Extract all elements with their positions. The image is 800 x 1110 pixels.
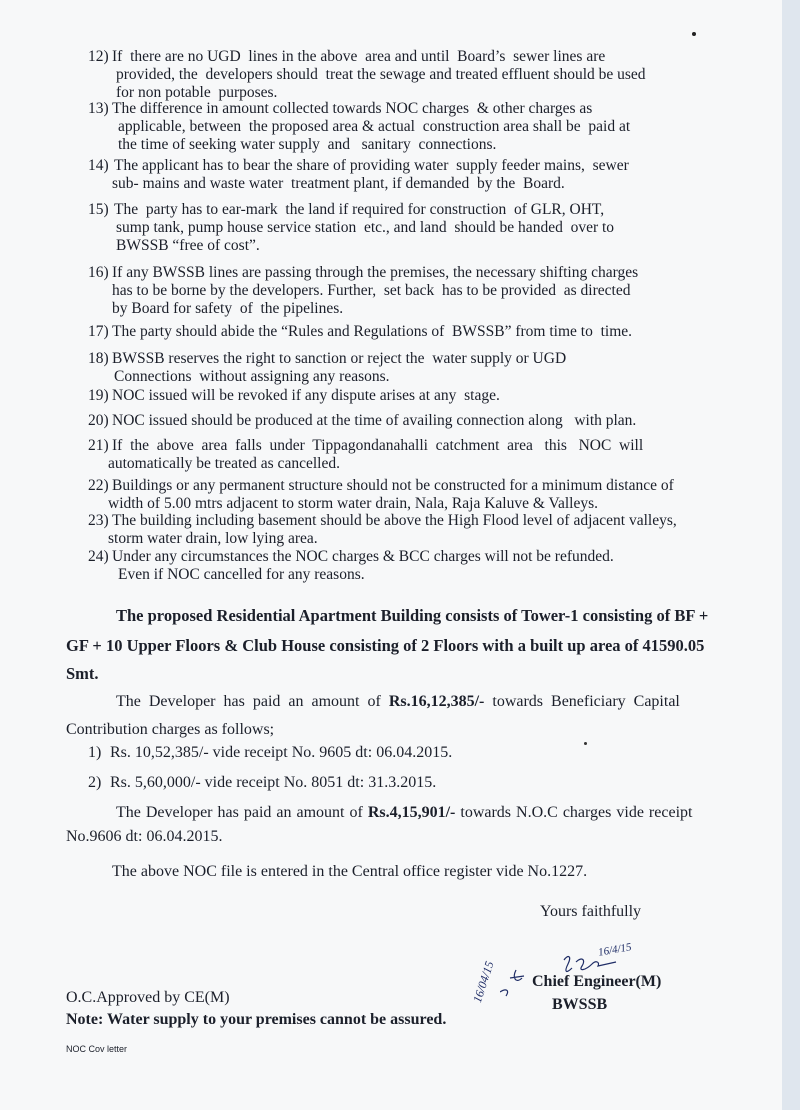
condition-number: 12): [88, 48, 109, 65]
condition-line: the time of seeking water supply and sanitary connections.: [118, 136, 497, 153]
condition-line: If any BWSSB lines are passing through the premises, the necessary shifting charges: [112, 264, 639, 281]
proposal-line-3: Smt.: [66, 664, 99, 683]
speck-mark: [692, 32, 696, 36]
condition-line: Even if NOC cancelled for any reasons.: [118, 566, 365, 583]
payment-intro-text: The Developer has paid an amount of: [116, 693, 381, 710]
condition-line: The party has to ear-mark the land if required for construction of GLR, OHT,: [114, 201, 605, 218]
condition-line: The applicant has to bear the share of providing water supply feeder mains, sewer: [114, 157, 629, 174]
payment-intro-tail: towards Beneficiary Capital: [492, 693, 680, 710]
proposal-line-1: The proposed Residential Apartment Building consists of Tower-1 consisting of BF +: [116, 606, 709, 625]
condition-line: by Board for safety of the pipelines.: [112, 300, 344, 317]
condition-item: [88, 437, 728, 473]
handwritten-date-1: 16/4/15: [597, 941, 633, 959]
receipt-num: 2): [88, 774, 102, 791]
condition-number: 19): [88, 387, 109, 404]
condition-number: 16): [88, 264, 109, 281]
condition-line: BWSSB reserves the right to sanction or reject the water supply or UGD: [112, 350, 567, 367]
signatory-title: Chief Engineer(M): [532, 973, 662, 990]
condition-item: [88, 157, 728, 193]
receipt-text: Rs. 5,60,000/- vide receipt No. 8051 dt: 31.3.2015.: [110, 774, 437, 791]
condition-line: If there are no UGD lines in the above area and until Board’s sewer lines are: [112, 48, 606, 65]
condition-line: sump tank, pump house service station etc., and land should be handed over to: [116, 219, 615, 236]
condition-item: [88, 512, 728, 548]
condition-line: for non potable purposes.: [116, 84, 278, 101]
condition-line: NOC issued will be revoked if any dispute arises at any stage.: [112, 387, 500, 404]
signatory-org: BWSSB: [552, 996, 608, 1013]
condition-number: 17): [88, 323, 109, 340]
signature-stroke: [510, 970, 524, 980]
condition-line: BWSSB “free of cost”.: [116, 237, 260, 254]
condition-line: storm water drain, low lying area.: [108, 530, 318, 547]
receipt-item: [88, 773, 437, 792]
condition-number: 22): [88, 477, 109, 494]
register-note: The above NOC file is entered in the Central office register vide No.1227.: [112, 863, 588, 880]
condition-item: [88, 387, 728, 405]
condition-line: sub- mains and waste water treatment plant, if demanded by the Board.: [112, 175, 565, 192]
condition-line: If the above area falls under Tippagondanahalli catchment area this NOC will: [112, 437, 644, 454]
supply-note: Note: Water supply to your premises cannot be assured.: [66, 1011, 447, 1028]
receipt-item: [88, 743, 453, 762]
noc-payment: [116, 803, 692, 822]
condition-number: 18): [88, 350, 109, 367]
receipt-num: 1): [88, 744, 102, 761]
closing-salutation: Yours faithfully: [540, 903, 642, 920]
signature-stroke: [564, 957, 616, 972]
condition-number: 14): [88, 157, 109, 174]
condition-line: automatically be treated as cancelled.: [108, 455, 340, 472]
condition-line: applicable, between the proposed area & actual construction area shall be paid at: [118, 118, 631, 135]
page-edge: [782, 0, 800, 1110]
condition-line: The building including basement should be above the High Flood level of adjacent valleys,: [112, 512, 677, 529]
condition-item: [88, 48, 728, 102]
noc-payment-text: The Developer has paid an amount of: [116, 804, 363, 821]
condition-item: [88, 201, 728, 255]
receipt-text: Rs. 10,52,385/- vide receipt No. 9605 dt: 06.04.2015.: [110, 744, 453, 761]
condition-item: [88, 264, 728, 318]
condition-line: has to be borne by the developers. Further, set back has to be provided as directed: [112, 282, 631, 299]
condition-number: 24): [88, 548, 109, 565]
condition-item: [88, 350, 728, 386]
condition-number: 23): [88, 512, 109, 529]
condition-item: [88, 323, 728, 341]
payment-intro: [116, 692, 680, 711]
condition-number: 15): [88, 201, 109, 218]
payment-amount: Rs.16,12,385/-: [388, 693, 485, 710]
approval-note: O.C.Approved by CE(M): [66, 989, 230, 1006]
condition-line: provided, the developers should treat the sewage and treated effluent should be used: [116, 66, 646, 83]
condition-line: Under any circumstances the NOC charges & BCC charges will not be refunded.: [112, 548, 614, 565]
condition-item: [88, 477, 728, 513]
footer-reference: NOC Cov letter: [66, 1044, 128, 1054]
payment-intro-line-2: Contribution charges as follows;: [66, 721, 275, 738]
condition-line: The party should abide the “Rules and Regulations of BWSSB” from time to time.: [112, 323, 633, 340]
signature-stroke: [500, 990, 508, 996]
condition-item: [88, 100, 728, 154]
condition-line: width of 5.00 mtrs adjacent to storm water drain, Nala, Raja Kaluve & Valleys.: [108, 495, 598, 512]
proposal-line-2: GF + 10 Upper Floors & Club House consisting of 2 Floors with a built up area of 41590.05: [66, 636, 705, 655]
speck-mark: [584, 742, 587, 745]
handwritten-date-2: 16/04/15: [470, 959, 497, 1005]
noc-payment-tail: towards N.O.C charges vide receipt: [460, 804, 693, 821]
condition-number: 20): [88, 412, 109, 429]
condition-line: Buildings or any permanent structure should not be constructed for a minimum distance of: [112, 477, 674, 494]
condition-number: 13): [88, 100, 109, 117]
condition-line: NOC issued should be produced at the time of availing connection along with plan.: [112, 412, 637, 429]
condition-line: Connections without assigning any reasons.: [114, 368, 390, 385]
noc-amount: Rs.4,15,901/-: [367, 804, 456, 821]
condition-line: The difference in amount collected towards NOC charges & other charges as: [112, 100, 593, 117]
noc-payment-line-2: No.9606 dt: 06.04.2015.: [66, 828, 223, 845]
condition-item: [88, 548, 728, 584]
condition-item: [88, 412, 728, 430]
condition-number: 21): [88, 437, 109, 454]
